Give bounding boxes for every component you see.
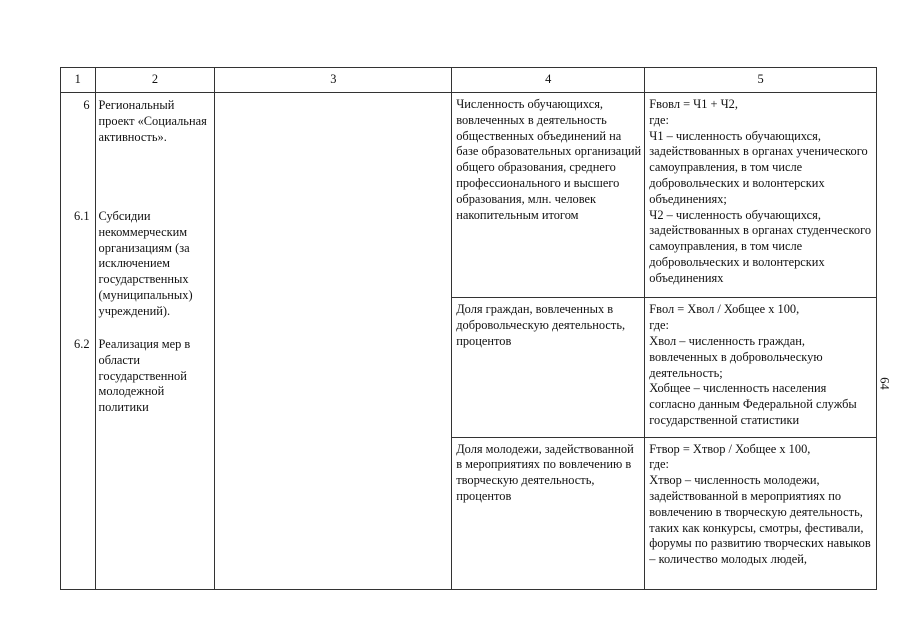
- table-row: [61, 93, 877, 298]
- indicator-cell: [452, 298, 645, 437]
- indicator-cell: [452, 93, 645, 298]
- subsidy-name: Субсидии некоммерческим организациям (за исключением государственных (муниципальных) учреждений).: [98, 209, 193, 318]
- project-name: Региональный проект «Социальная активность».: [98, 98, 207, 144]
- item-number: 6.2: [74, 337, 90, 351]
- item-number: 6: [83, 98, 90, 112]
- header-col-5: 5: [645, 68, 877, 93]
- formula-text: Fтвор = Хтвор / Хобщее х 100, где: Хтвор – численность молодежи, задействованной в мероприятиях по вовлечению в творческую деятельность, таких как конкурсы, смотры, фестивали, форумы по развитию творческих навыков – количество молодых людей,: [649, 441, 871, 567]
- page-number: 64: [877, 377, 892, 390]
- header-col-3: 3: [215, 68, 452, 93]
- header-col-1: 1: [61, 68, 96, 93]
- item-number-cell: [61, 93, 96, 590]
- header-col-2: 2: [95, 68, 215, 93]
- formula-text: Fвовл = Ч1 + Ч2, где: Ч1 – численность обучающихся, задействованных в органах ученического самоуправления, в том числе добровольческих и волонтерских объединениях; Ч2 – численность обучающихся, задействованных в органах студенческого самоуправления, в том числе добровольческих и волонтерских объединениях: [649, 97, 872, 285]
- indicator-text: Численность обучающихся, вовлеченных в деятельность общественных объединений на базе образовательных организаций общего образования, среднего профессионального и высшего образования, млн. человек накопительным итогом: [456, 97, 642, 222]
- header-row: [61, 68, 877, 93]
- formula-cell: [645, 93, 877, 298]
- indicators-table: [60, 67, 877, 590]
- indicator-cell: [452, 437, 645, 589]
- indicator-text: Доля молодежи, задействованной в мероприятиях по вовлечению в творческую деятельность, процентов: [456, 441, 634, 504]
- item-number: 6.1: [74, 209, 90, 223]
- formula-cell: [645, 437, 877, 589]
- header-col-4: 4: [452, 68, 645, 93]
- empty-col-3-cell: [215, 93, 452, 590]
- measure-name: Реализация мер в области государственной молодежной политики: [98, 337, 191, 415]
- indicator-text: Доля граждан, вовлеченных в добровольческую деятельность, процентов: [456, 302, 626, 348]
- item-name-cell: [95, 93, 215, 590]
- formula-cell: [645, 298, 877, 437]
- formula-text: Fвол = Хвол / Хобщее х 100, где: Хвол – численность граждан, вовлеченных в добровольческую деятельность; Хобщее – численность населения согласно данным Федеральной службы государственной статистики: [649, 302, 857, 427]
